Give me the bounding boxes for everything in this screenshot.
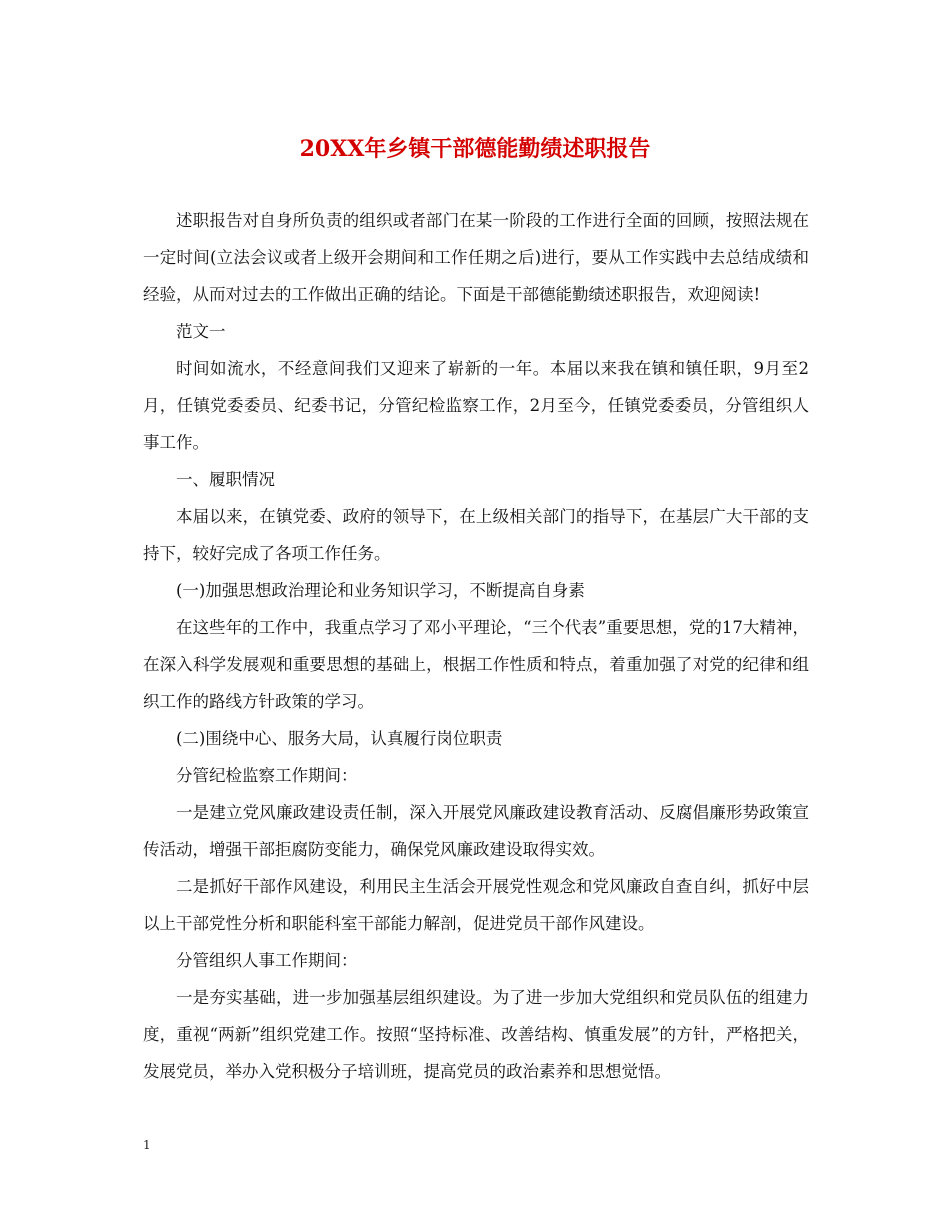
document-title: 20XX年乡镇干部德能勤绩述职报告 [299,136,651,162]
subsection-heading: (一)加强思想政治理论和业务知识学习，不断提高自身素 [176,581,585,600]
paragraph-sample-heading: 范文一 [176,322,226,341]
paragraph: 分管纪检监察工作期间： [176,766,358,785]
paragraph: 在这些年的工作中，我重点学习了邓小平理论，“三个代表”重要思想，党的17大精神，在深入科学发展观和重要思想的基础上，根据工作性质和特点，着重加强了对党的纪律和组织工作的路线方针政策的学习。 [143,618,809,711]
document-body [143,202,809,1090]
subsection-heading: (二)围绕中心、服务大局，认真履行岗位职责 [176,729,503,748]
paragraph: 分管组织人事工作期间： [176,951,358,970]
paragraph: 一是建立党风廉政建设责任制，深入开展党风廉政建设教育活动、反腐倡廉形势政策宣传活动，增强干部拒腐防变能力，确保党风廉政建设取得实效。 [143,803,809,859]
paragraph: 时间如流水，不经意间我们又迎来了崭新的一年。本届以来我在镇和镇任职，9月至2月，任镇党委委员、纪委书记，分管纪检监察工作，2月至今，任镇党委委员，分管组织人事工作。 [143,359,809,452]
paragraph: 本届以来，在镇党委、政府的领导下，在上级相关部门的指导下，在基层广大干部的支持下，较好完成了各项工作任务。 [143,507,809,563]
page-number: 1 [143,1138,151,1152]
paragraph-intro: 述职报告对自身所负责的组织或者部门在某一阶段的工作进行全面的回顾，按照法规在一定时间(立法会议或者上级开会期间和工作任期之后)进行，要从工作实践中去总结成绩和经验，从而对过去的工作做出正确的结论。下面是干部德能勤绩述职报告，欢迎阅读! [143,211,809,304]
paragraph: 一是夯实基础，进一步加强基层组织建设。为了进一步加大党组织和党员队伍的组建力度，重视“两新”组织党建工作。按照“坚持标准、改善结构、慎重发展”的方针，严格把关，发展党员，举办入党积极分子培训班，提高党员的政治素养和思想觉悟。 [143,988,809,1081]
paragraph: 二是抓好干部作风建设，利用民主生活会开展党性观念和党风廉政自查自纠，抓好中层以上干部党性分析和职能科室干部能力解剖，促进党员干部作风建设。 [143,877,809,933]
section-heading: 一、履职情况 [176,470,275,489]
